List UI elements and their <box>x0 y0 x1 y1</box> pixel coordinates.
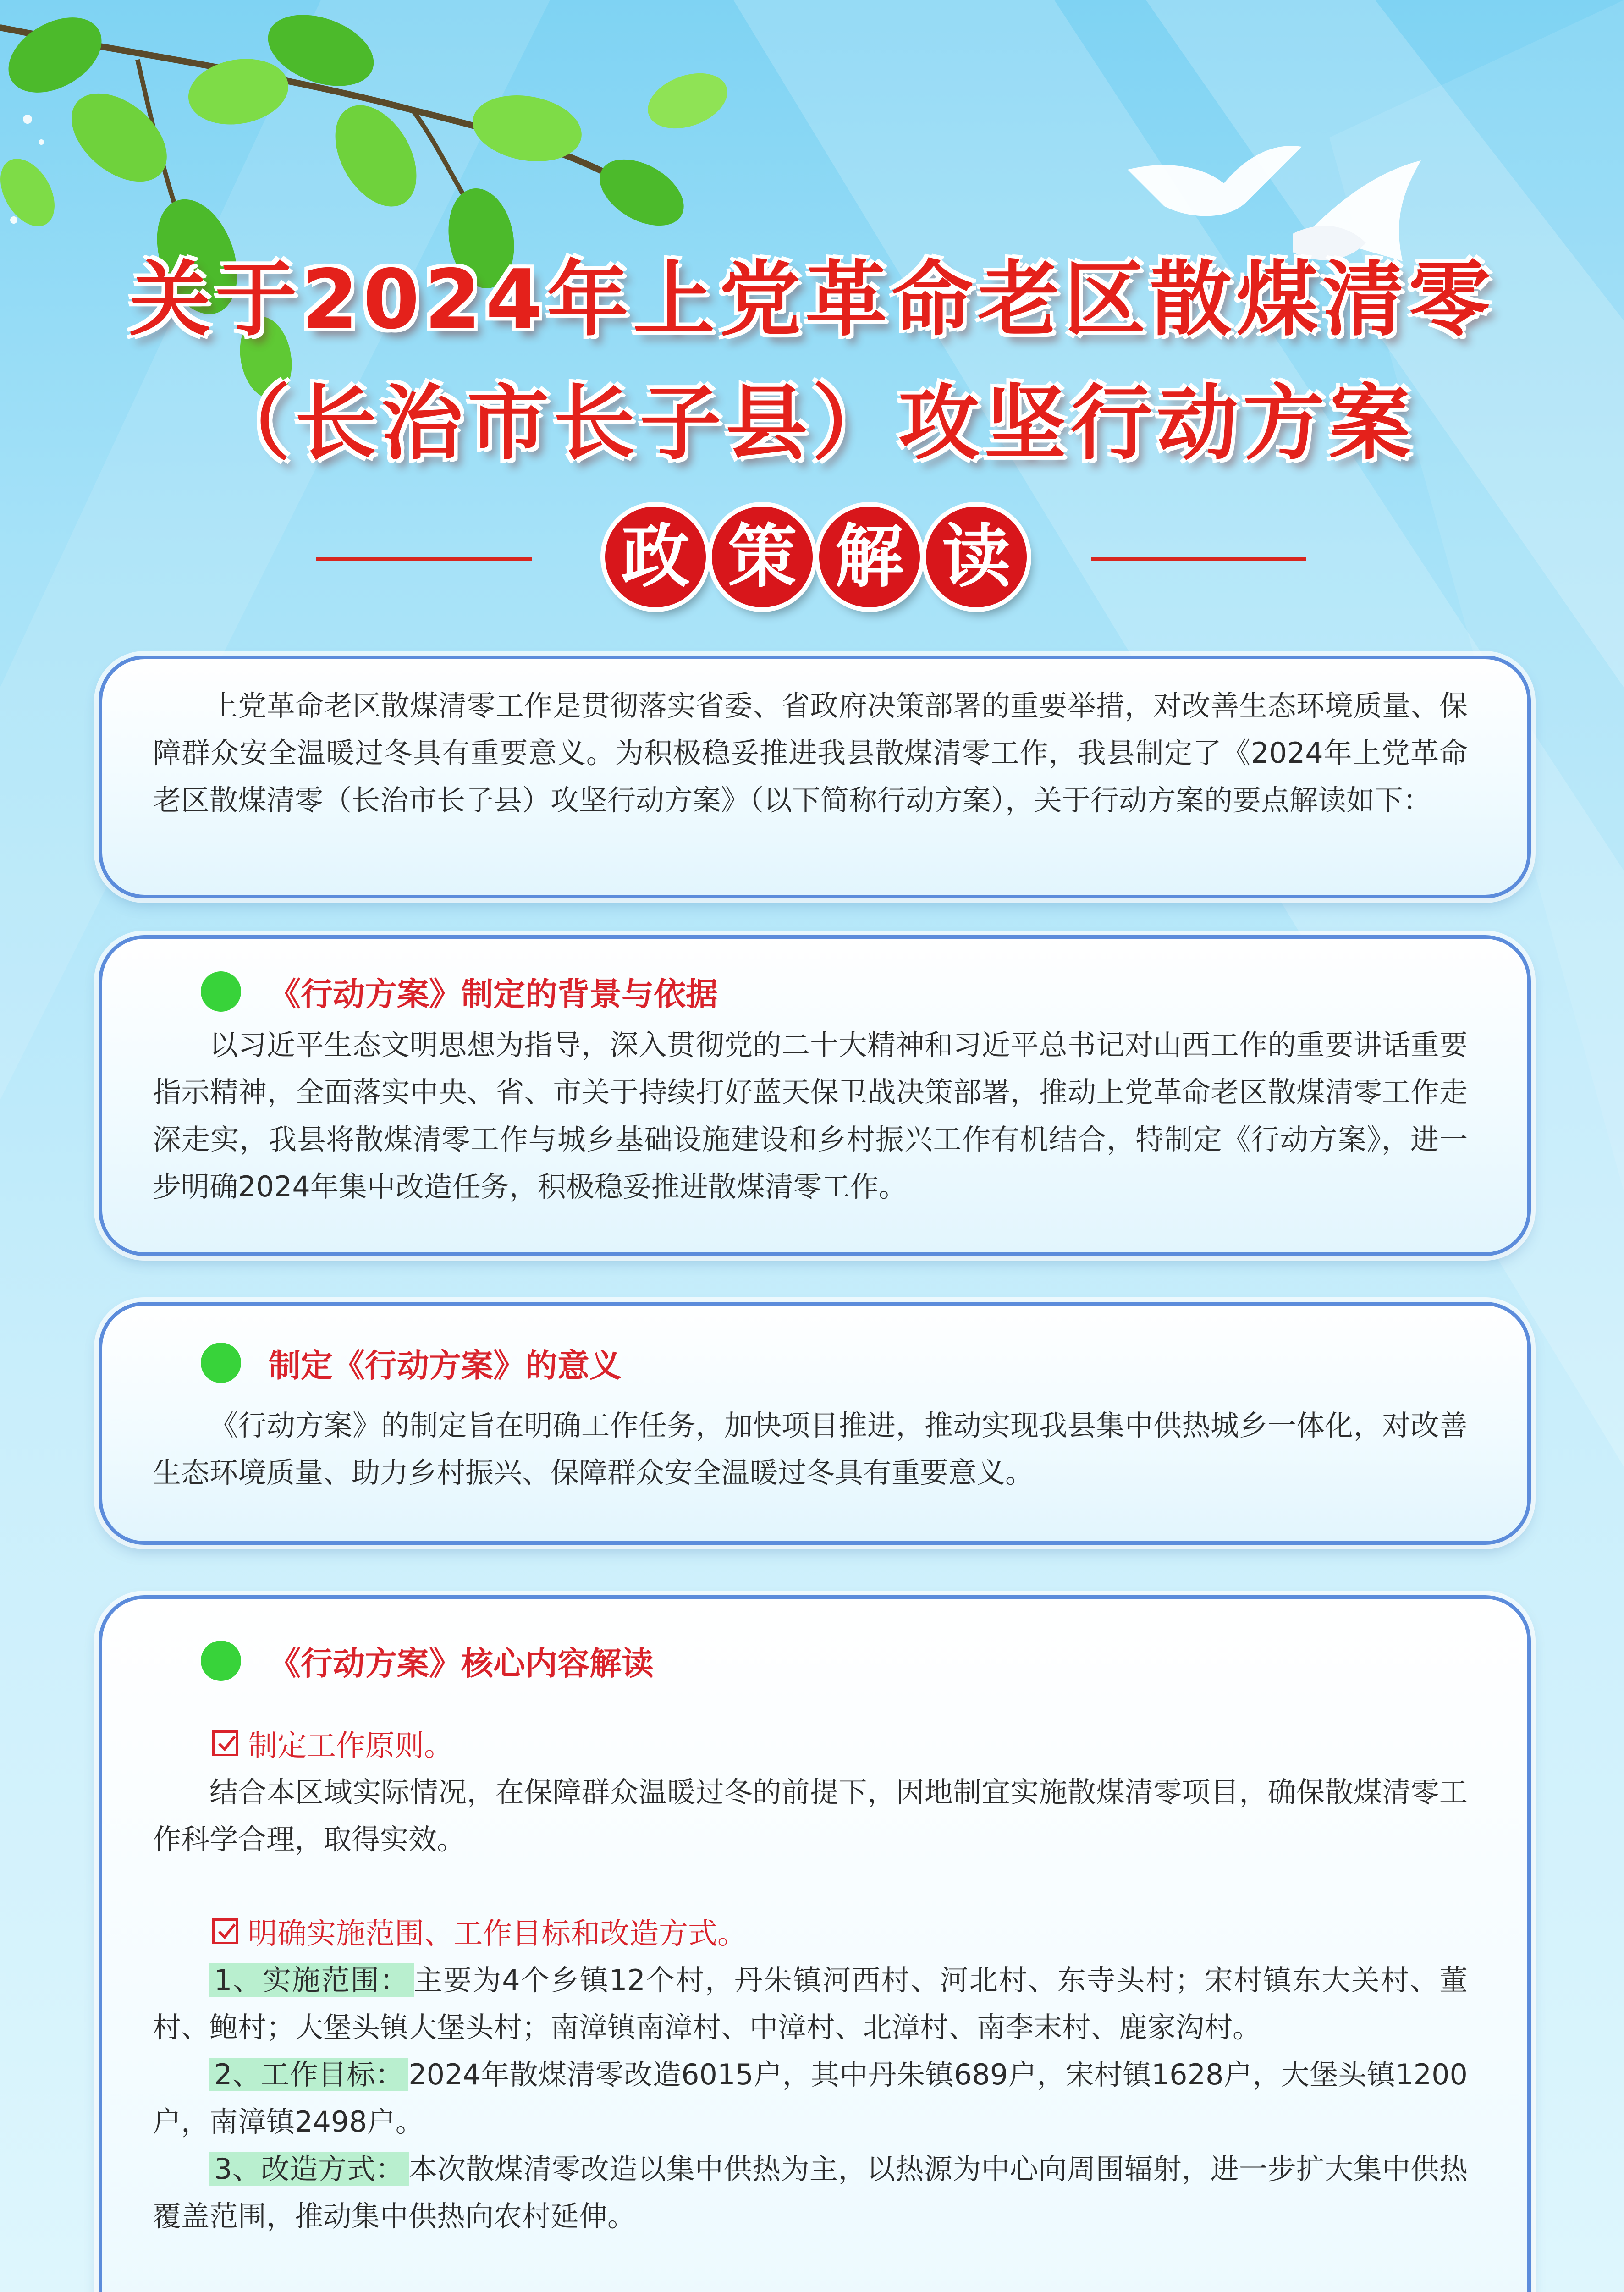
section-title: 《行动方案》核心内容解读 <box>269 1644 654 1682</box>
subsection-heading <box>212 1911 747 1952</box>
section-title: 《行动方案》制定的背景与依据 <box>269 975 718 1013</box>
policy-badge <box>605 507 1027 607</box>
subsection-title: 制定工作原则。 <box>248 1729 453 1763</box>
scope-item <box>153 1956 1468 2051</box>
section-heading <box>201 1338 622 1388</box>
section-heading <box>201 1636 654 1686</box>
badge-char: 策 <box>712 507 813 607</box>
page-title-line1: 关于2024年上党革命老区散煤清零 <box>129 252 1495 347</box>
green-dot-icon <box>201 1641 241 1681</box>
green-dot-icon <box>201 1343 241 1383</box>
section-text: 以习近平生态文明思想为指导，深入贯彻党的二十大精神和习近平总书记对山西工作的重要讲话重要指示精神，全面落实中央、省、市关于持续打好蓝天保卫战决策部署，推动上党革命老区散煤清零工作走深走实，我县将散煤清零工作与城乡基础设施建设和乡村振兴工作有机结合，特制定《行动方案》，进一步明确2024年集中改造任务，积极稳妥推进散煤清零工作。 <box>153 1028 1468 1203</box>
badge-char: 政 <box>605 507 706 607</box>
subsection-text: 结合本区域实际情况，在保障群众温暖过冬的前提下，因地制宜实施散煤清零项目，确保散煤清零工作科学合理，取得实效。 <box>153 1775 1468 1856</box>
target-label: 2、工作目标： <box>209 2058 408 2091</box>
target-item <box>153 2051 1468 2145</box>
subsection-title <box>248 2288 453 2292</box>
scope-label: 1、实施范围： <box>209 1963 414 1997</box>
checkbox-icon <box>212 1918 238 1944</box>
badge-char: 读 <box>926 507 1027 607</box>
page-title-line2: （长治市长子县）攻坚行动方案 <box>209 376 1415 471</box>
scope-text: 主要为4个乡镇12个村，丹朱镇河西村、河北村、东寺头村；宋村镇东大关村、董村、鲍村；大堡头镇大堡头村；南漳镇南漳村、中漳村、北漳村、南李末村、鹿家沟村。 <box>153 1963 1468 2044</box>
subsection-heading <box>212 1723 453 1764</box>
badge-char: 解 <box>819 507 920 607</box>
divider-line <box>316 557 532 561</box>
method-text: 本次散煤清零改造以集中供热为主，以热源为中心向周围辐射，进一步扩大集中供热覆盖范围，推动集中供热向农村延伸。 <box>153 2152 1468 2233</box>
method-item <box>153 2145 1468 2240</box>
subsection-heading <box>212 2289 453 2292</box>
background-basis-panel <box>99 935 1531 1256</box>
policy-interpretation-banner <box>0 497 1624 597</box>
intro-panel <box>99 656 1531 898</box>
green-dot-icon <box>201 971 241 1012</box>
section-title: 制定《行动方案》的意义 <box>269 1346 622 1384</box>
intro-text: 上党革命老区散煤清零工作是贯彻落实省委、省政府决策部署的重要举措，对改善生态环境质量、保障群众安全温暖过冬具有重要意义。为积极稳妥推进我县散煤清零工作，我县制定了《2024年上党革命老区散煤清零（长治市长子县）攻坚行动方案》（以下简称行动方案），关于行动方案的要点解读如下： <box>153 689 1468 817</box>
checkbox-icon <box>212 1730 238 1756</box>
target-text: 2024年散煤清零改造6015户，其中丹朱镇689户，宋村镇1628户，大堡头镇1200户，南漳镇2498户。 <box>153 2058 1468 2138</box>
subsection-title: 明确实施范围、工作目标和改造方式。 <box>248 1917 747 1951</box>
core-content-panel <box>99 1595 1531 2292</box>
significance-panel <box>99 1302 1531 1545</box>
method-label: 3、改造方式： <box>209 2152 409 2186</box>
section-heading <box>201 966 718 1017</box>
divider-line <box>1091 557 1306 561</box>
section-text: 《行动方案》的制定旨在明确工作任务，加快项目推进，推动实现我县集中供热城乡一体化，对改善生态环境质量、助力乡村振兴、保障群众安全温暖过冬具有重要意义。 <box>153 1409 1468 1489</box>
